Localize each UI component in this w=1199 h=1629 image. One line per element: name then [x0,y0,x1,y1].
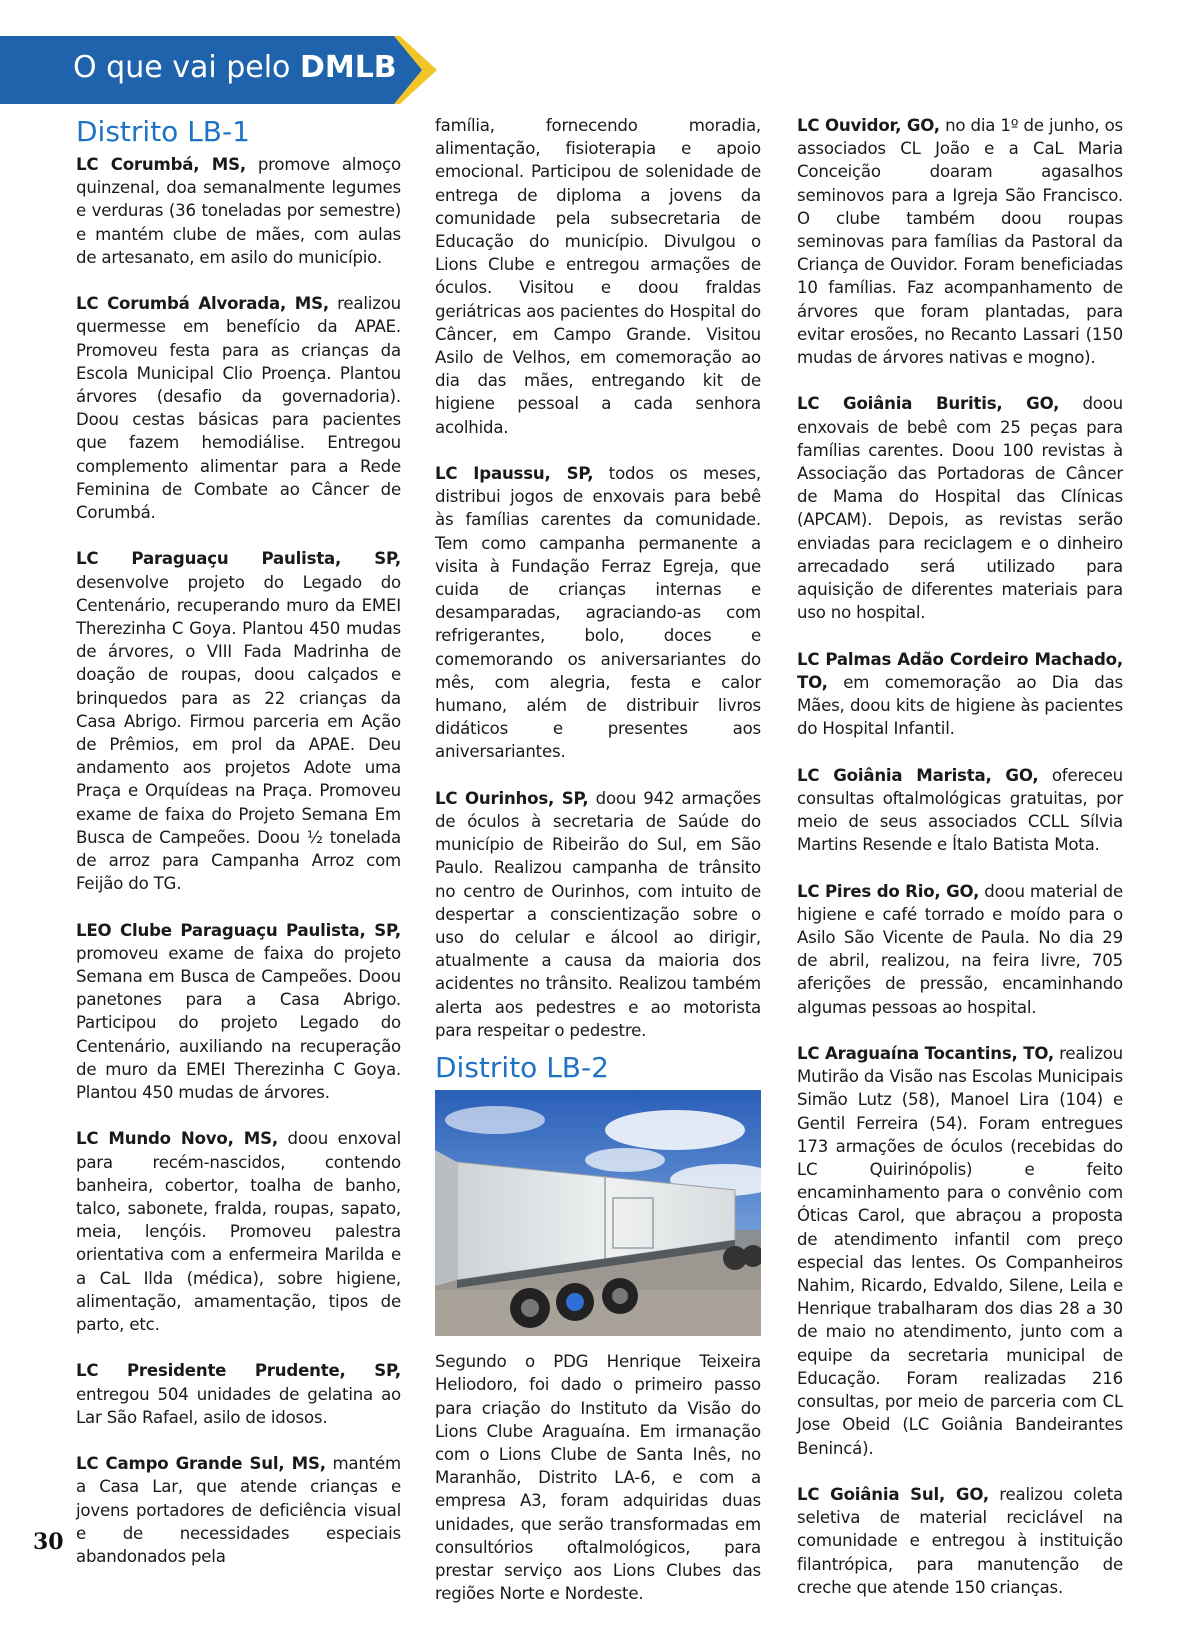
section-banner [0,36,440,104]
entry-ouvidor: LC Ouvidor, GO, no dia 1º de junho, os associados CL João e a CaL Maria Conceição doaram agasalhos seminovos para a Igreja São Francisco. O clube também doou roupas seminovas para famílias da Pastoral da Criança de Ouvidor. Foram beneficiadas 10 famílias. Faz acompanhamento de árvores que foram plantadas, para evitar erosões, no Recanto Lassari (150 mudas de árvores nativas e mogno). [797,116,1123,368]
entry-ipaussu: LC Ipaussu, SP, todos os meses, distribui jogos de enxovais para bebê às famílias carentes da comunidade. Tem como campanha permanente a visita à Fundação Ferraz Egreja, que cuida de crianças internas e desamparadas, agraciando-as com refrigerantes, bolo, doces e comemorando os aniversariantes do mês, com alegria, festa e calor humano, além de distribuir livros didáticos e presentes aos aniversariantes. [435,464,761,762]
entry-palmas: LC Palmas Adão Cordeiro Machado, TO, em comemoração ao Dia das Mães, doou kits de higiene às pacientes do Hospital Infantil. [797,649,1123,739]
entry-araguaina: LC Araguaína Tocantins, TO, realizou Mutirão da Visão nas Escolas Municipais Simão Lutz (58), Manoel Lira (104) e Gentil Ferreira (54). Foram entregues 173 armações de óculos (recebidas do LC Quirinópolis) e feito encaminhamento para o convênio com Óticas Carol, que abraçou a proposta de atendimento infantil com preço especial das lentes. Os Companheiros Nahim, Ricardo, Edvaldo, Silene, Leila e Henrique trabalharam dos dias 28 a 30 de maio no atendimento, junto com a equipe da secretaria municipal de Educação. Foram realizadas 216 consultas, por meio de parceria com CL Jose Obeid (LC Goiânia Bandeirantes Benincá). [797,1044,1123,1458]
column-2 [435,114,761,1629]
entry-mundo-novo: LC Mundo Novo, MS, doou enxoval para recém-nascidos, contendo banheira, cobertor, toalha de banho, talco, sabonete, fralda, roupas, sapato, meia, lençóis. Promoveu palestra orientativa com a enfermeira Marilda e a CaL Ilda (médica), sobre higiene, alimentação, amamentação, tipos de parto, etc. [76,1129,401,1335]
entry-presidente-prudente: LC Presidente Prudente, SP, entregou 504 unidades de gelatina ao Lar São Rafael, asilo de idosos. [76,1361,401,1427]
district-lb2-heading: Distrito LB-2 [435,1051,609,1085]
entry-corumba: LC Corumbá, MS, promove almoço quinzenal, doa semanalmente legumes e verduras (36 toneladas por semestre) e mantém clube de mães, com aulas de artesanato, em asilo do município. [76,155,401,267]
entry-leo-paraguacu: LEO Clube Paraguaçu Paulista, SP, promoveu exame de faixa do projeto Semana em Busca de Campeões. Doou panetones para a Casa Abrigo. Participou do projeto Legado do Centenário, auxiliando na recuperação de muro da EMEI Therezinha C Goya. Plantou 450 mudas de árvores. [76,920,401,1103]
entry-pires-do-rio: LC Pires do Rio, GO, doou material de higiene e café torrado e moído para o Asilo São Vicente de Paula. No dia 29 de abril, realizou, na feira livre, 705 aferições de pressão, encaminhando algumas pessoas ao hospital. [797,881,1124,1017]
entry-campo-grande-sul: LC Campo Grande Sul, MS, mantém a Casa Lar, que atende crianças e jovens portadores de deficiência visual e de necessidades especiais abandonados pela [76,1454,401,1567]
district-lb1-heading: Distrito LB-1 [76,115,250,148]
entry-paraguacu-paulista: LC Paraguaçu Paulista, SP, desenvolve projeto do Legado do Centenário, recuperando muro da EMEI Therezinha C Goya. Plantou 450 mudas de árvores, o VIII Fada Madrinha de doação de roupas, doou calçados e brinquedos para as 22 crianças da Casa Abrigo. Firmou parceria em Ação de Prêmios, em prol da APAE. Deu andamento aos projetos Adote uma Praça e Orquídeas na Praça. Promoveu exame de faixa do Projeto Semana Em Busca de Campeões. Doou ½ tonelada de arroz para Campanha Arroz com Feijão do TG. [76,549,401,894]
photo-caption: Segundo o PDG Henrique Teixeira Heliodoro, foi dado o primeiro passo para criação do Instituto da Visão do Lions Clube Araguaína. Em irmanação com o Lions Clube de Santa Inês, no Maranhão, Distrito LA-6, e com a empresa A3, foram adquiridas duas unidades, que serão transformadas em consultórios oftalmológicos, para prestar serviço aos Lions Clubes das regiões Norte e Nordeste. [435,1352,761,1604]
entry-goiania-sul: LC Goiânia Sul, GO, realizou coleta seletiva de material reciclável na comunidade e entregou à instituição filantrópica, para manutenção de creche que atende 150 crianças. [797,1484,1123,1597]
entry-continuation: família, fornecendo moradia, alimentação, fisioterapia e apoio emocional. Participou de solenidade de entrega de diploma a jovens da comunidade pela subsecretaria de Educação do município. Divulgou o Lions Clube e entregou armações de óculos. Visitou e doou fraldas geriátricas aos pacientes do Hospital do Câncer, em Campo Grande. Visitou Asilo de Velhos, em comemoração ao dia das mães, entregando kit de higiene pessoal a cada senhora acolhida. [435,116,761,437]
truck-trailer-illustration [435,1090,761,1336]
section-title: O que vai pelo DMLB [73,50,397,85]
entry-ourinhos: LC Ourinhos, SP, doou 942 armações de óculos à secretaria de Saúde do município de Ribeirão do Sul, em São Paulo. Realizou campanha de trânsito no centro de Ourinhos, com intuito de despertar a conscientização sobre o uso do celular e álcool ao dirigir, atualmente a causa da maioria dos acidentes no trânsito. Realizou também alerta aos pedestres e ao motorista para respeitar o pedestre. [435,788,761,1040]
truck-trailer-photo [435,1090,761,1336]
column-1 [76,114,401,1591]
entry-goiania-marista: LC Goiânia Marista, GO, ofereceu consultas oftalmológicas gratuitas, por meio de seus associados CCLL Sílvia Martins Resende e Ítalo Batista Mota. [797,765,1123,855]
page-number: 30 [33,1529,64,1555]
entry-corumba-alvorada: LC Corumbá Alvorada, MS, realizou quermesse em benefício da APAE. Promoveu festa para as crianças da Escola Municipal Clio Proença. Plantou árvores (desafio da governadoria). Doou cestas básicas para pacientes que fazem hemodiálise. Entregou complemento alimentar para a Rede Feminina de Combate ao Câncer de Corumbá. [76,294,401,523]
column-3 [797,114,1123,1622]
entry-goiania-buritis: LC Goiânia Buritis, GO, doou enxovais de bebê com 25 peças para famílias carentes. Doou 100 revistas à Associação das Portadoras de Câncer de Mama do Hospital das Clínicas (APCAM). Depois, as revistas serão enviadas para reciclagem e o dinheiro arrecadado será utilizado para aquisição de diferentes materiais para uso no hospital. [797,394,1123,623]
